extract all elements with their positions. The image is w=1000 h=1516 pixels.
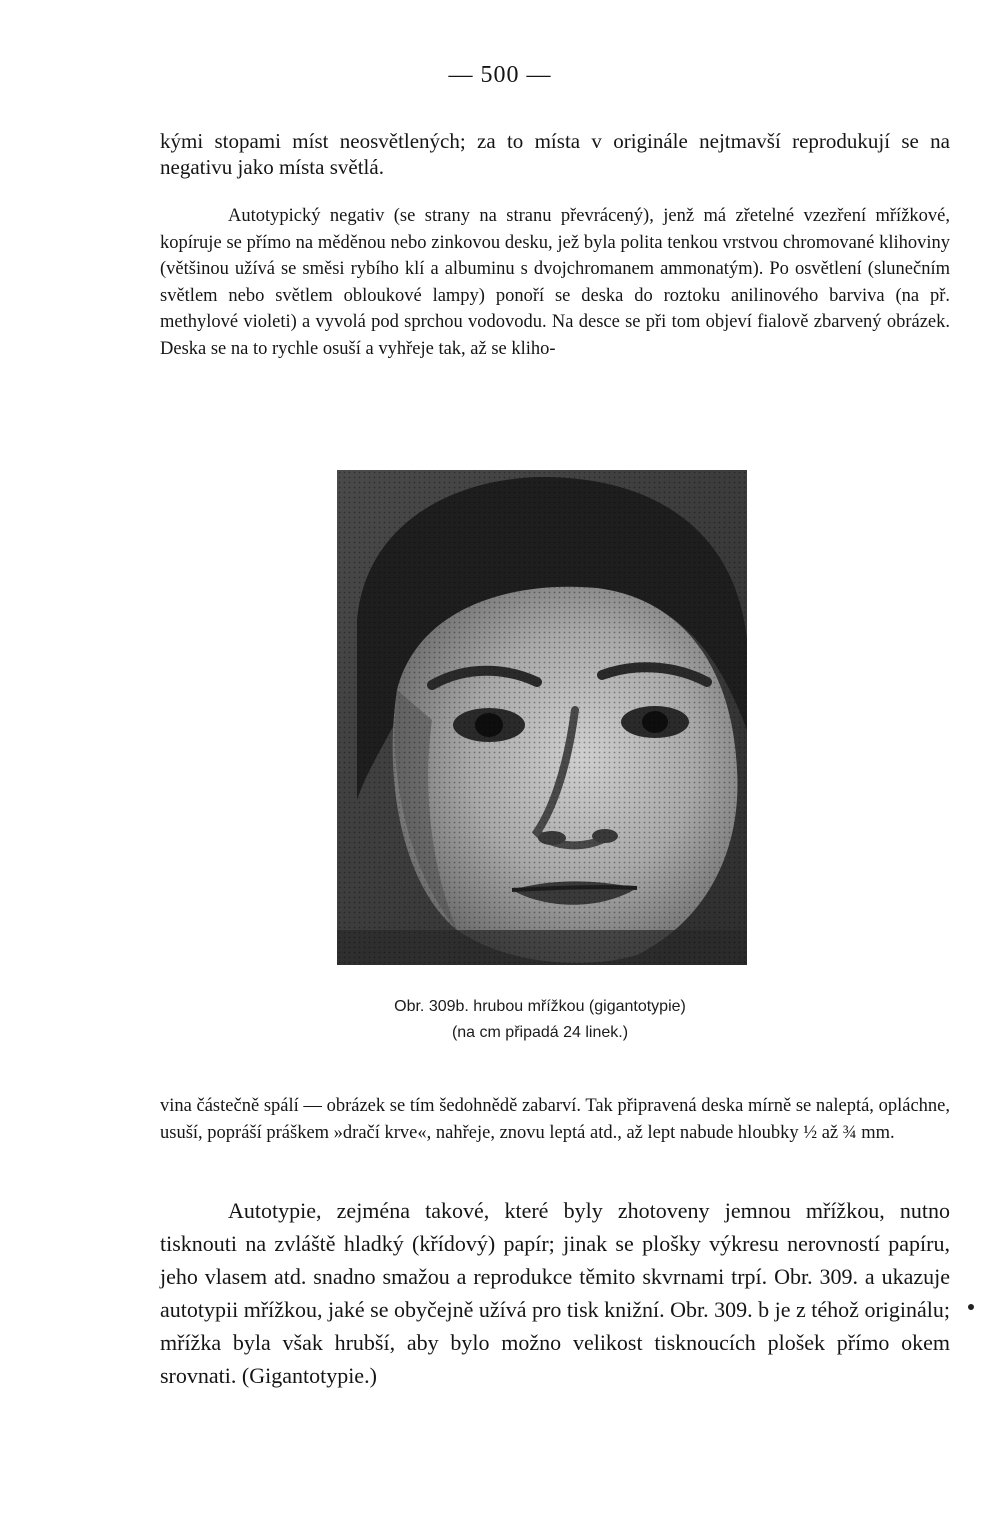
caption-line-1: Obr. 309b. hrubou mřížkou (gigantotypie) xyxy=(394,998,686,1015)
paragraph-autotype-negative: Autotypický negativ (se strany na stranu převrácený), jenž má zřetelné vzezření mřížkové, kopíruje se přímo na měděnou nebo zinkovou desku, jež byla polita tenkou vrstvou chromované klihoviny (většinou užívá se směsi rybího klí a albuminu s dvojchromanem ammonatým). Po osvětlení (slunečním světlem nebo světlem obloukové lampy) ponoří se deska do roztoku anilinového barviva (na př. methylové violeti) a vyvolá pod sprchou vodovodu. Na desce se při tom objeví fialově zbarvený obrázek. Deska se na to rychle osuší a vyhřeje tak, až se kliho- xyxy=(160,206,950,359)
halftone-portrait-photo xyxy=(337,470,747,965)
margin-mark xyxy=(968,1304,974,1310)
page-number: — 500 — xyxy=(448,62,552,88)
paragraph-etching-process: vina částečně spálí — obrázek se tím šedohnědě zabarví. Tak připravená deska mírně se naleptá, opláchne, usuší, popráší práškem »dračí krve«, nahřeje, znovu leptá atd., až lept nabude hloubky ½ až ¾ mm. xyxy=(160,1096,950,1143)
paragraph-continued: kými stopami míst neosvětlených; za to místa v originále nejtmavší reprodukují se na negativu jako místa světlá. xyxy=(160,129,950,179)
figure-caption xyxy=(0,994,1000,1046)
paragraph-autotype-printing: Autotypie, zejména takové, které byly zhotoveny jemnou mřížkou, nutno tisknouti na zvláště hladký (křídový) papír; jinak se plošky výkresu nerovností papíru, jeho vlasem atd. snadno smažou a reprodukce těmito skvrnami trpí. Obr. 309. a ukazuje autotypii mřížkou, jaké se obyčejně užívá pro tisk knižní. Obr. 309. b je z téhož originálu; mřížka byla však hrubší, aby bylo možno velikost tisknoucích plošek přímo okem srovnati. (Gigantotypie.) xyxy=(160,1198,950,1388)
caption-line-2: (na cm připadá 24 linek.) xyxy=(451,1024,629,1041)
